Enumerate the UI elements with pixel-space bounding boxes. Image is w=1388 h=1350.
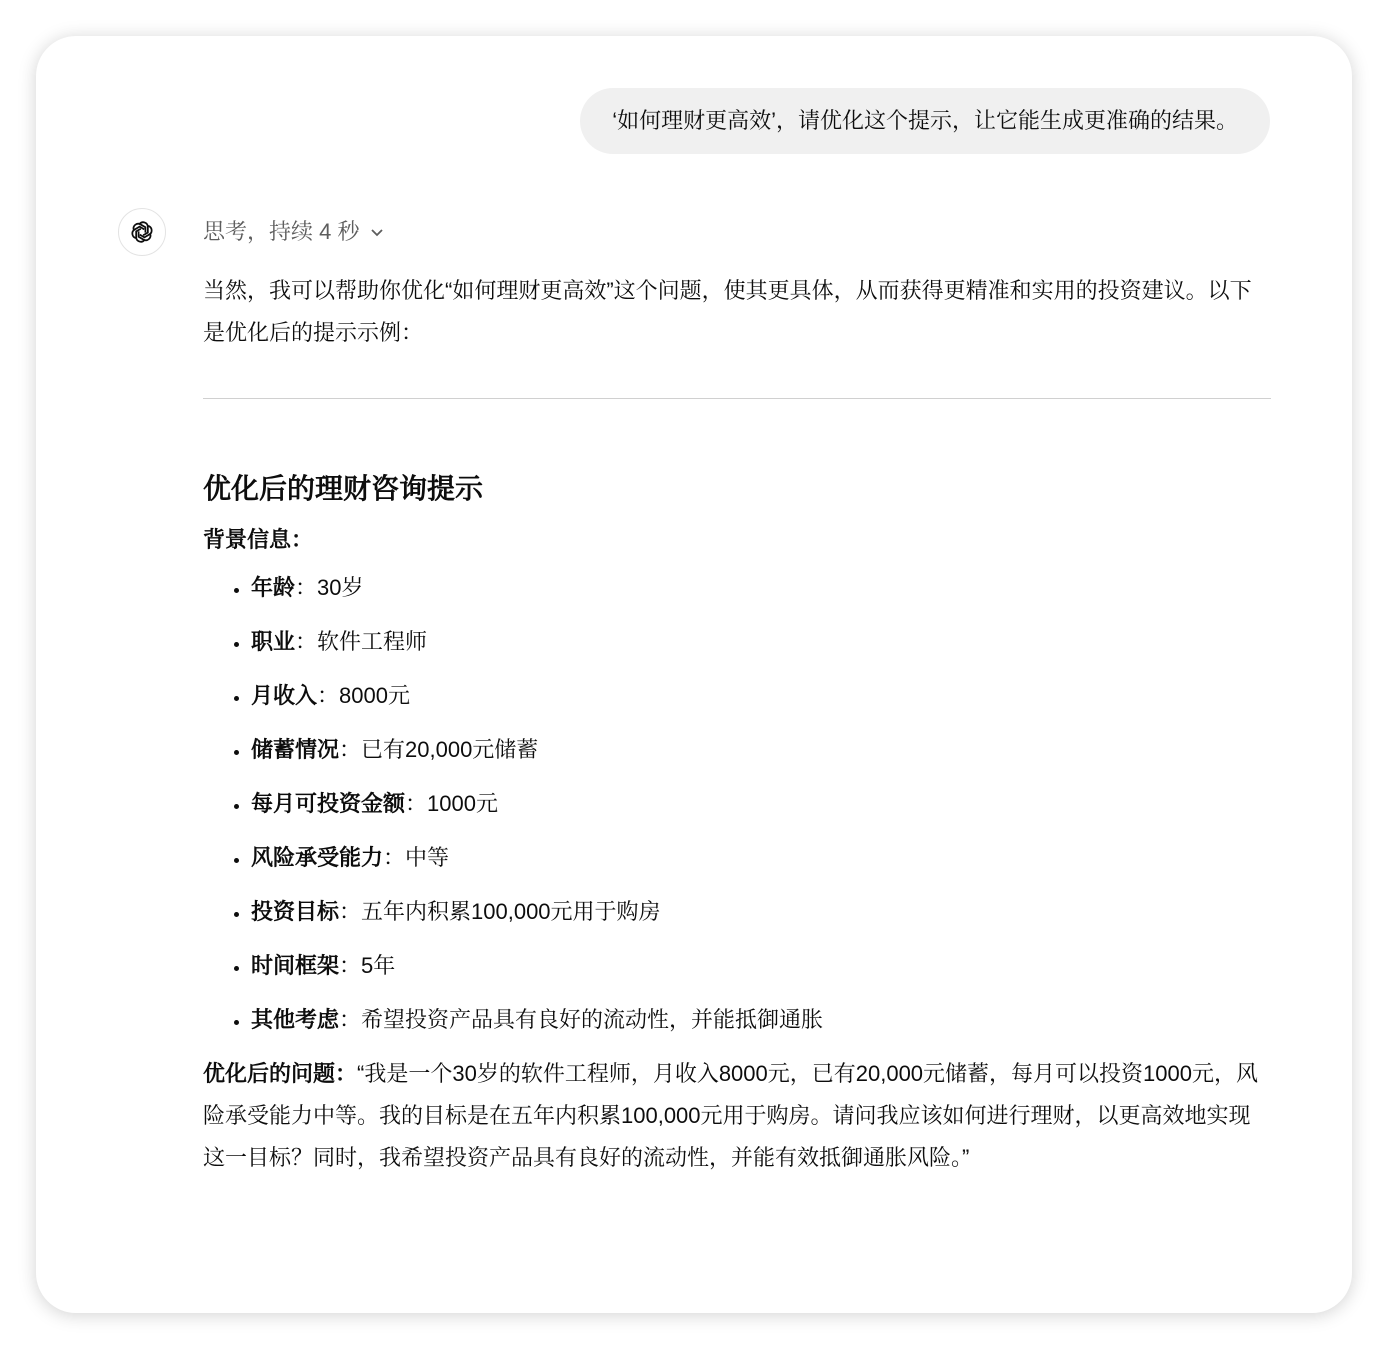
openai-logo-icon bbox=[128, 218, 156, 246]
question-text: “我是一个30岁的软件工程师，月收入8000元，已有20,000元储蓄，每月可以投资1000元，风险承受能力中等。我的目标是在五年内积累100,000元用于购房。请问我应该如何进行理财，以更高效地实现这一目标？同时，我希望投资产品具有良好的流动性，并能有效抵御通胀风险。” bbox=[203, 1061, 1258, 1170]
item-value: ：8000元 bbox=[317, 683, 410, 708]
item-value: ：中等 bbox=[383, 845, 450, 870]
divider bbox=[203, 398, 1271, 399]
thinking-toggle[interactable] bbox=[203, 216, 385, 248]
item-key: 时间框架 bbox=[251, 953, 340, 978]
item-key: 储蓄情况 bbox=[251, 737, 340, 762]
background-list bbox=[203, 567, 1271, 1041]
list-item bbox=[251, 837, 1271, 879]
intro-paragraph: 当然，我可以帮助你优化“如何理财更高效”这个问题，使其更具体，从而获得更精准和实用的投资建议。以下是优化后的提示示例： bbox=[203, 278, 1252, 345]
list-item bbox=[251, 729, 1271, 771]
optimized-question bbox=[203, 1053, 1271, 1179]
list-item bbox=[251, 567, 1271, 609]
list-item bbox=[251, 783, 1271, 825]
item-key: 风险承受能力 bbox=[251, 845, 384, 870]
item-key: 投资目标 bbox=[251, 899, 340, 924]
item-key: 月收入 bbox=[251, 683, 318, 708]
section-heading: 优化后的理财咨询提示 bbox=[203, 473, 484, 504]
item-value: ：软件工程师 bbox=[295, 629, 428, 654]
item-value: ：30岁 bbox=[295, 575, 364, 600]
assistant-avatar bbox=[118, 208, 166, 256]
item-value: ：1000元 bbox=[405, 791, 498, 816]
item-value: ：五年内积累100,000元用于购房 bbox=[339, 899, 661, 924]
item-value: ：5年 bbox=[339, 953, 396, 978]
list-item bbox=[251, 621, 1271, 663]
list-item bbox=[251, 891, 1271, 933]
background-label: 背景信息： bbox=[203, 527, 314, 552]
user-message-bubble bbox=[580, 88, 1270, 154]
list-item bbox=[251, 675, 1271, 717]
thinking-label: 思考，持续 4 秒 bbox=[203, 219, 360, 244]
list-item bbox=[251, 945, 1271, 987]
item-key: 每月可投资金额 bbox=[251, 791, 406, 816]
item-value: ：已有20,000元储蓄 bbox=[339, 737, 539, 762]
question-label: 优化后的问题： bbox=[203, 1061, 358, 1086]
item-key: 职业 bbox=[251, 629, 296, 654]
item-value: ：希望投资产品具有良好的流动性，并能抵御通胀 bbox=[339, 1007, 824, 1032]
item-key: 其他考虑 bbox=[251, 1007, 340, 1032]
chat-card bbox=[36, 36, 1352, 1313]
assistant-response bbox=[203, 270, 1271, 1179]
list-item bbox=[251, 999, 1271, 1041]
user-message-text: ‘如何理财更高效’，请优化这个提示，让它能生成更准确的结果。 bbox=[612, 108, 1238, 133]
item-key: 年龄 bbox=[251, 575, 296, 600]
chevron-down-icon bbox=[369, 224, 385, 240]
